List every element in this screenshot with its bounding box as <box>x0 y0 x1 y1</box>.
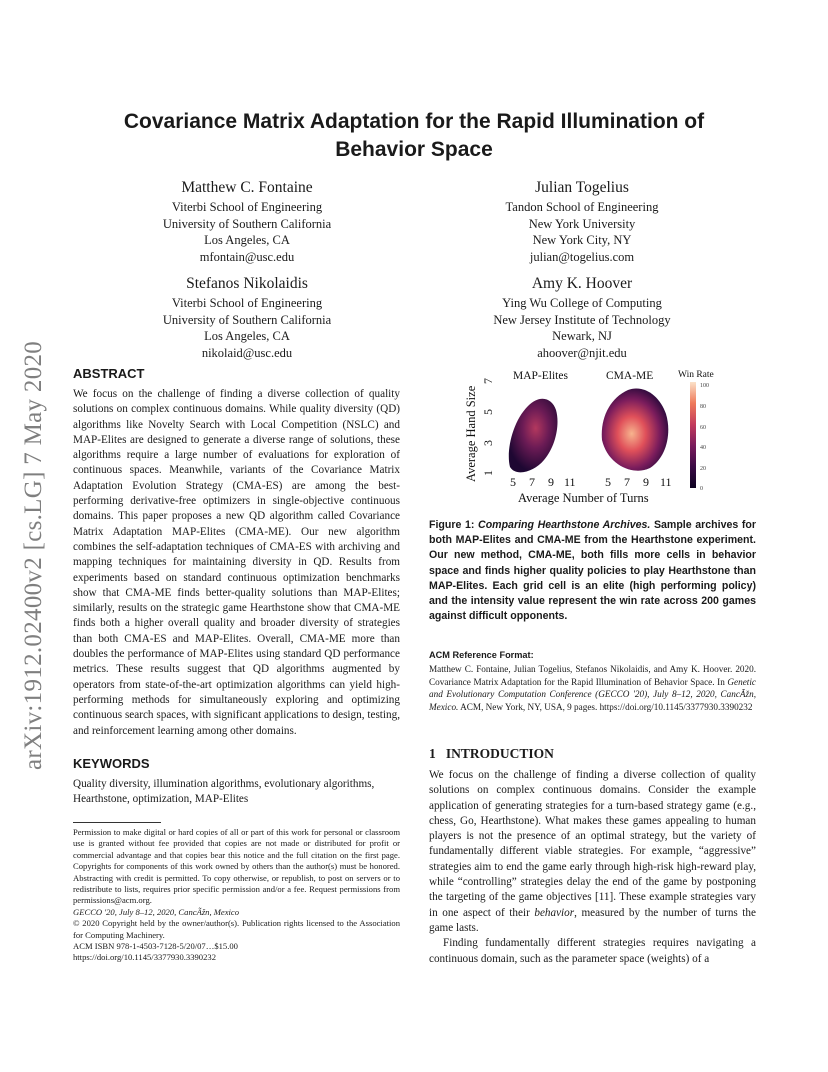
author-affiliation: New York University <box>528 216 636 231</box>
caption-label: Figure 1: <box>429 519 475 531</box>
permissions-copyright: © 2020 Copyright held by the owner/author(s). Publication rights licensed to the Association for Computing Machinery. <box>73 918 400 940</box>
colorbar-tick: 40 <box>700 445 706 451</box>
x-tick: 7 <box>529 475 535 489</box>
y-tick: 5 <box>481 409 495 415</box>
intro-paragraph-2: Finding fundamentally different strategies requires navigating a continuous domain, such as the parameter space (weights) of a <box>429 937 756 965</box>
abstract-section <box>73 366 400 739</box>
colorbar-tick: 60 <box>700 425 706 431</box>
reference-format <box>429 650 756 714</box>
author-affiliation: University of Southern California <box>162 312 332 327</box>
section-number: 1 <box>429 746 436 761</box>
y-axis-label: Average Hand Size <box>464 385 478 482</box>
colorbar-tick: 100 <box>700 383 709 389</box>
caption-title: Comparing Hearthstone Archives. <box>478 519 651 531</box>
colorbar-tick: 0 <box>700 486 703 492</box>
author-email[interactable]: ahoover@njit.edu <box>537 345 627 360</box>
title-line-2: Behavior Space <box>335 138 493 161</box>
author-affiliation: Viterbi School of Engineering <box>171 296 323 310</box>
panel-title-right: CMA-ME <box>606 370 654 382</box>
figure-1 <box>440 362 750 512</box>
reference-heading: ACM Reference Format: <box>429 650 534 660</box>
y-tick: 3 <box>481 440 495 446</box>
author-block-3 <box>97 274 397 361</box>
colorbar-title: Win Rate <box>678 370 714 380</box>
permissions-doi[interactable]: https://doi.org/10.1145/3377930.3390232 <box>73 952 216 963</box>
paper-title <box>60 108 768 164</box>
intro-text-a: We focus on the challenge of finding a diverse collection of quality solutions on complex continuous domains. Consider the example application of generating strategies for a turn-based strategy game (e.g., chess, Go, Hearthstone). What makes these games appealing to human players is not the presence of an optimal strategy, but the variety of fundamentally different viable strategies. For example, “aggressive” strategies aim to end the game early through high-risk high-reward play, while “controlling” strategies delay the end of the game by postponing the targeting of the game objectives [11]. These example strategies vary in one aspect of their <box>429 769 756 919</box>
introduction-heading <box>429 746 756 762</box>
colorbar <box>690 382 696 488</box>
x-tick: 9 <box>643 475 649 489</box>
arxiv-stamp: arXiv:1912.02400v2 [cs.LG] 7 May 2020 <box>20 340 47 770</box>
author-block-2 <box>432 178 732 265</box>
keywords-section <box>73 756 400 808</box>
abstract-heading: ABSTRACT <box>73 366 145 381</box>
caption-text: Sample archives for both MAP-Elites and CMA-ME from the Hearthstone experiment. Our new method, CMA-ME, both fills more cells in behavior space and finds higher quality policies to play Hearthstone than MAP-Elites. Each grid cell is an elite (high performing policy) and the intensity value represent the win rate across 200 games against difficult opponents. <box>429 519 756 623</box>
map-elites-archive <box>509 399 558 473</box>
author-name: Stefanos Nikolaidis <box>186 275 308 292</box>
author-affiliation: Tandon School of Engineering <box>505 200 659 214</box>
permissions-isbn: ACM ISBN 978-1-4503-7128-5/20/07…$15.00 <box>73 941 238 952</box>
author-location: Newark, NJ <box>552 329 612 343</box>
author-affiliation: Ying Wu College of Computing <box>502 296 662 310</box>
author-name: Julian Togelius <box>535 179 629 196</box>
reference-authors: Matthew C. Fontaine, Julian Togelius, Stefanos Nikolaidis, and Amy K. Hoover. 2020. Covariance Matrix Adaptation for the Rapid Illumination of Behavior Space. In <box>429 664 756 687</box>
keywords-heading: KEYWORDS <box>73 756 150 771</box>
author-email[interactable]: mfontain@usc.edu <box>199 249 295 264</box>
intro-emphasis: behavior <box>534 906 575 919</box>
author-email[interactable]: nikolaid@usc.edu <box>201 345 293 360</box>
x-tick: 11 <box>564 475 576 489</box>
permissions-venue: GECCO '20, July 8–12, 2020, CancÃžn, Mexico <box>73 906 240 917</box>
author-block-1 <box>97 178 397 265</box>
abstract-text: We focus on the challenge of finding a diverse collection of quality solutions on complex continuous domains. While quality diversity (QD) algorithms like Novelty Search with Local Competition (NSLC) and MAP-Elites are designed to generate a diverse range of solutions, these algorithms require a large number of evaluations for exploration of continuous spaces. Meanwhile, variants of the Covariance Matrix Adaptation Evolution Strategy (CMA-ES) are among the best-performing derivative-free optimizers in single-objective continuous domains. This paper proposes a new QD algorithm called Covariance Matrix Adaptation MAP-Elites (CMA-ME). Our new algorithm combines the self-adaptation techniques of CMA-ES with archiving and mapping techniques for maintaining diversity in QD. Results from experiments based on standard continuous optimization benchmarks show that CMA-ME finds better-quality solutions than MAP-Elites; similarly, results on the strategic game Hearthstone show that CMA-ME finds both a higher overall quality and broader diversity of strategies than both CMA-ES and MAP-Elites. Overall, CMA-ME more than doubles the performance of MAP-Elites using standard QD performance metrics. These results suggest that QD algorithms augmented by operators from state-of-the-art optimization algorithms can yield high-performing methods for simultaneously exploring and optimizing continuous search spaces, with significant applications to design, testing, and reinforcement learning among other domains. <box>73 388 400 737</box>
colorbar-tick: 80 <box>700 404 706 410</box>
author-location: Los Angeles, CA <box>204 233 290 247</box>
x-tick: 7 <box>624 475 630 489</box>
figure-1-plot <box>440 362 750 512</box>
author-affiliation: Viterbi School of Engineering <box>171 200 323 214</box>
x-tick: 5 <box>510 475 516 489</box>
intro-paragraph-1 <box>429 768 756 936</box>
x-tick: 11 <box>660 475 672 489</box>
x-axis-label: Average Number of Turns <box>518 491 649 505</box>
section-title: INTRODUCTION <box>445 746 554 761</box>
author-affiliation: University of Southern California <box>162 216 332 231</box>
intro-text-b: , measured by the number of turns the game lasts. <box>429 906 756 934</box>
author-block-4 <box>432 274 732 361</box>
author-name: Amy K. Hoover <box>531 275 633 292</box>
reference-venue: Genetic and Evolutionary Computation Conference (GECCO '20), July 8–12, 2020, CancÃžn, Mexico. <box>429 676 756 713</box>
author-location: New York City, NY <box>532 233 632 247</box>
figure-1-caption <box>429 518 756 624</box>
reference-text <box>429 663 756 714</box>
permissions-text: Permission to make digital or hard copies of all or part of this work for personal or classroom use is granted without fee provided that copies are not made or distributed for profit or commercial advantage and that copies bear this notice and the full citation on the first page. Copyrights for components of this work owned by others than the author(s) must be honored. Abstracting with credit is permitted. To copy otherwise, or republish, to post on servers or to redistribute to lists, requires prior specific permission and/or a fee. Request permissions from permissions@acm.org. <box>73 827 400 906</box>
permissions-block <box>73 827 400 964</box>
author-email[interactable]: julian@togelius.com <box>529 249 635 264</box>
x-tick: 5 <box>605 475 611 489</box>
x-tick: 9 <box>548 475 554 489</box>
introduction-section <box>429 746 756 967</box>
author-affiliation: New Jersey Institute of Technology <box>493 312 671 327</box>
y-tick: 1 <box>481 470 495 476</box>
keywords-text: Quality diversity, illumination algorithms, evolutionary algorithms, Hearthstone, optimization, MAP-Elites <box>73 778 375 806</box>
reference-rest: ACM, New York, NY, USA, 9 pages. https://doi.org/10.1145/3377930.3390232 <box>458 702 753 713</box>
author-name: Matthew C. Fontaine <box>181 179 313 196</box>
colorbar-tick: 20 <box>700 466 706 472</box>
y-tick: 7 <box>481 378 495 384</box>
footnote-rule <box>73 822 161 823</box>
title-line-1: Covariance Matrix Adaptation for the Rapid Illumination of <box>123 110 705 133</box>
author-location: Los Angeles, CA <box>204 329 290 343</box>
panel-title-left: MAP-Elites <box>513 370 568 382</box>
cma-me-archive <box>602 388 669 470</box>
